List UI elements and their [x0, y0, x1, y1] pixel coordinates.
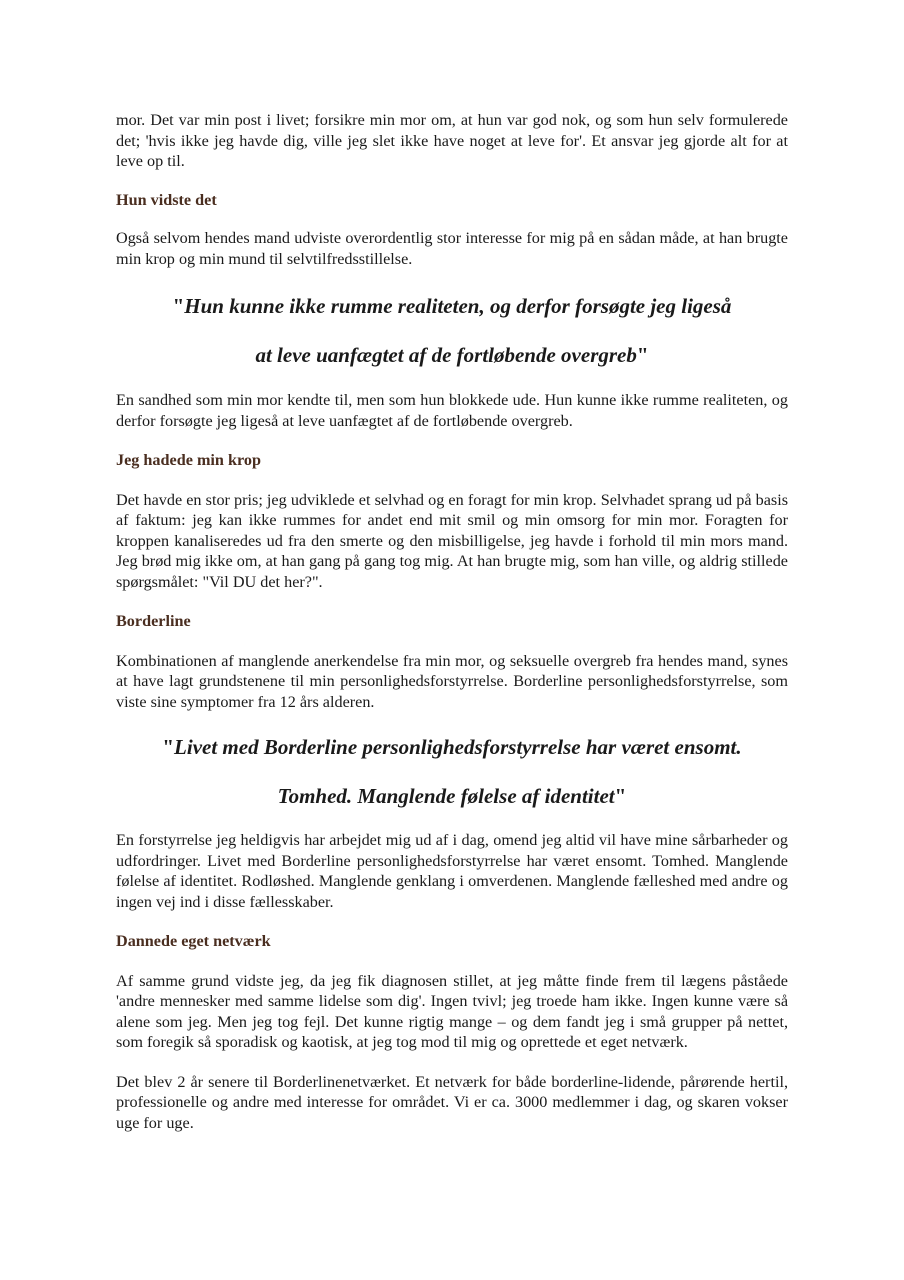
section-heading: Borderline — [116, 612, 191, 630]
paragraph: Af samme grund vidste jeg, da jeg fik diagnosen stillet, at jeg måtte finde frem til lægens påståede 'andre mennesker med samme lidelse som dig'. Ingen tvivl; jeg troede ham ikke. Ingen kunne være så alene som jeg. Men jeg tog fejl. Det kunne rigtig mange – og dem fandt jeg i små grupper på nettet, som foregik så sporadisk og kaotisk, at jeg tog mod til mig og oprettede et eget netværk. — [116, 971, 788, 1051]
quote-mark: " — [614, 784, 627, 808]
pull-quote-text: Tomhed. Manglende følelse af identitet — [277, 784, 615, 808]
pull-quote-text: Livet med Borderline personlighedsforstyrrelse har været ensomt. — [174, 735, 742, 759]
paragraph: En forstyrrelse jeg heldigvis har arbejdet mig ud af i dag, omend jeg altid vil have mine sårbarheder og udfordringer. Livet med Borderline personlighedsforstyrrelse har været ensomt. Tomhed. Manglende følelse af identitet. Rodløshed. Manglende genklang i omverdenen. Manglende fælleshed med andre og ingen vej ind i disse fællesskaber. — [116, 831, 788, 911]
pull-quote-line — [116, 293, 788, 319]
document-page — [116, 110, 788, 1133]
paragraph: Kombinationen af manglende anerkendelse fra min mor, og seksuelle overgreb fra hendes mand, synes at have lagt grundstenene til min personlighedsforstyrrelse. Borderline personlighedsforstyrrelse, som viste sine symptomer fra 12 års alderen. — [116, 651, 788, 711]
quote-mark: " — [162, 735, 175, 759]
pull-quote-line — [116, 783, 788, 809]
paragraph: En sandhed som min mor kendte til, men som hun blokkede ude. Hun kunne ikke rumme realiteten, og derfor forsøgte jeg ligeså at leve uanfægtet af de fortløbende overgreb. — [116, 391, 788, 430]
paragraph: Det havde en stor pris; jeg udviklede et selvhad og en foragt for min krop. Selvhadet sprang ud på basis af faktum: jeg kan ikke rummes for andet end mit smil og min omsorg for min mor. Foragten for kroppen kanaliseredes ud fra den smerte og den misbilligelse, jeg havde i forhold til min mors mand. Jeg brød mig ikke om, at han gang på gang tog mig. At han brugte mig, som han ville, og aldrig stillede spørgsmålet: "Vil DU det her?". — [116, 490, 788, 591]
pull-quote-text: Hun kunne ikke rumme realiteten, og derfor forsøgte jeg ligeså — [184, 294, 732, 318]
paragraph: Også selvom hendes mand udviste overordentlig stor interesse for mig på en sådan måde, at han brugte min krop og min mund til selvtilfredsstillelse. — [116, 229, 788, 268]
quote-mark: " — [636, 343, 649, 367]
section-heading: Jeg hadede min krop — [116, 451, 261, 469]
pull-quote-line — [116, 734, 788, 760]
paragraph: mor. Det var min post i livet; forsikre min mor om, at hun var god nok, og som hun selv formulerede det; 'hvis ikke jeg havde dig, ville jeg slet ikke have noget at leve for'. Et ansvar jeg gjorde alt for at leve op til. — [116, 111, 788, 170]
pull-quote-text: at leve uanfægtet af de fortløbende overgreb — [255, 343, 637, 367]
section-heading: Dannede eget netværk — [116, 932, 271, 950]
pull-quote-line — [116, 342, 788, 368]
section-heading: Hun vidste det — [116, 190, 217, 209]
paragraph: Det blev 2 år senere til Borderlinenetværket. Et netværk for både borderline-lidende, pårørende hertil, professionelle og andre med interesse for området. Vi er ca. 3000 medlemmer i dag, og skaren vokser uge for uge. — [116, 1072, 788, 1132]
quote-mark: " — [172, 294, 185, 318]
